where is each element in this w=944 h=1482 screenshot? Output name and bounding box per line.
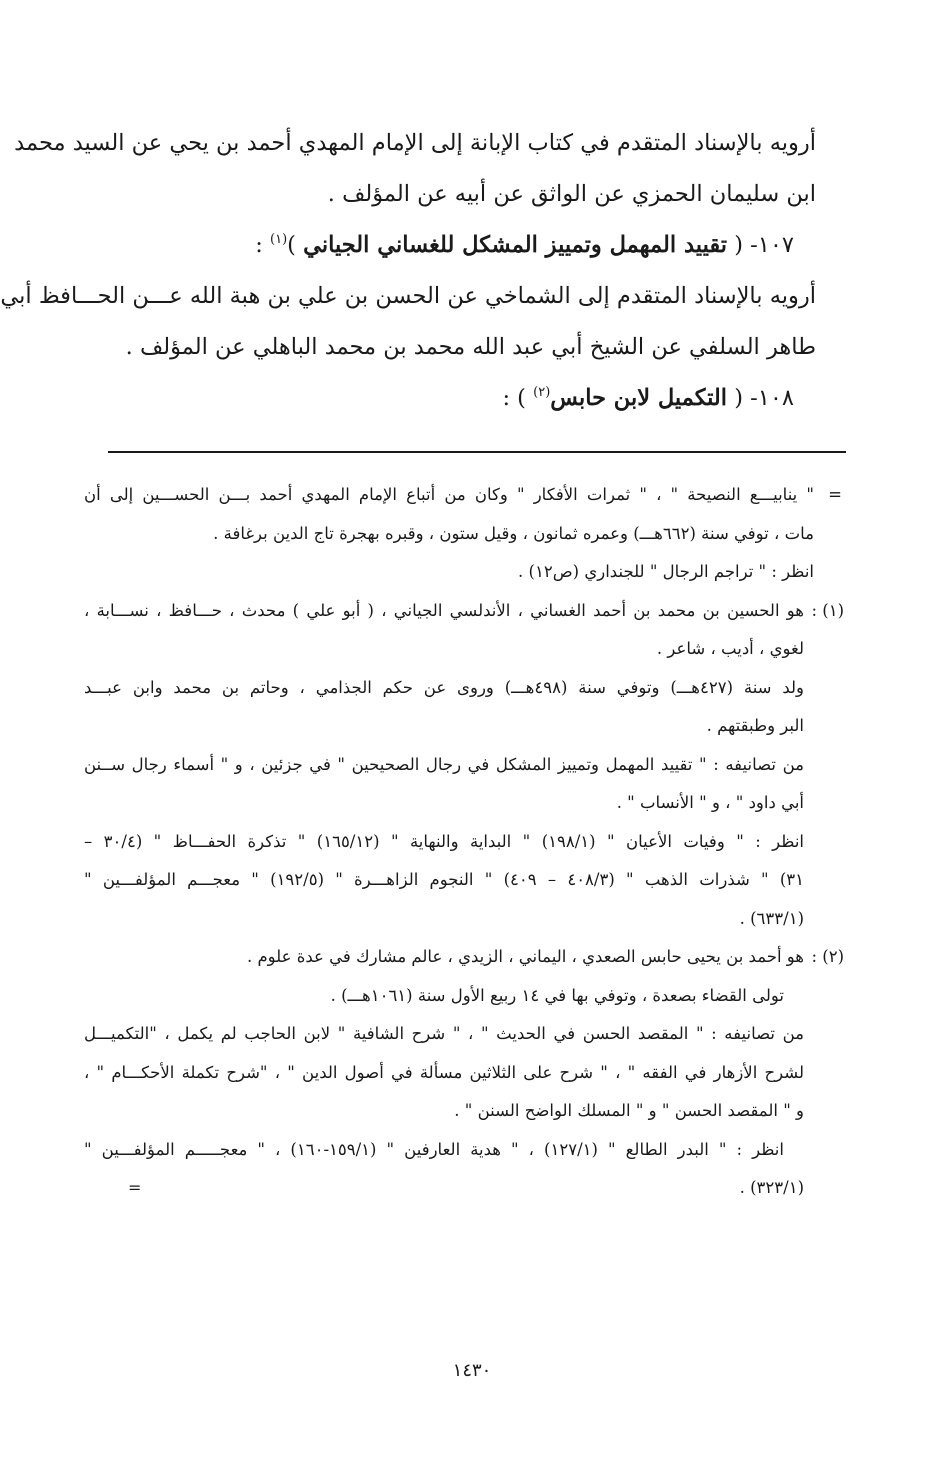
- footnote-ref-2: (٢): [533, 385, 551, 400]
- footnote-2-line-2: تولى القضاء بصعدة ، وتوفي بها في ١٤ ربيع الأول سنة (١٠٦١هـــ) .: [330, 985, 784, 1005]
- footnote-1-line-8: ٣١) " شذرات الذهب " (٤٠٨/٣ – ٤٠٩) " النجوم الزاهـــرة " (١٩٢/٥) " معجـــم المؤلفـــين ": [84, 870, 805, 889]
- main-line-1: أرويه بالإسناد المتقدم في كتاب الإبانة إلى الإمام المهدي أحمد بن يحي عن السيد محمد: [14, 130, 816, 156]
- footnote-1-marker: (١) :: [811, 600, 844, 620]
- footnote-continued-line-2: مات ، توفي سنة (٦٦٢هـــ) وعمره ثمانون ، وقيل ستون ، وقبره بهجرة تاج الدين برغافة .: [213, 523, 814, 543]
- footnote-separator: [108, 451, 846, 453]
- footnote-2-line-3: من تصانيفه : " المقصد الحسن في الحديث " ، " شرح الشافية " لابن الحاجب لم يكمل ، "التكميـــل: [84, 1024, 804, 1043]
- footnote-1-line-6: أبي داود " ، و " الأنساب " .: [616, 793, 804, 812]
- footnote-ref-1: (١): [270, 232, 288, 247]
- footnote-2-line-7: (٣٢٣/١) . =: [84, 1169, 804, 1208]
- footnote-2-marker: (٢) :: [811, 947, 844, 966]
- footnote-1-line-7: انظر : " وفيات الأعيان " (١٩٨/١) " البداية والنهاية " (١٦٥/١٢) " تذكرة الحفـــاظ " (٣٠/٤ –: [84, 831, 804, 851]
- footnote-continued-line-1: = " ينابيـــع النصيحة " ، " ثمرات الأفكار " وكان من أتباع الإمام المهدي أحمد بـــن الحســـين إلى أن: [84, 476, 814, 515]
- entry-107-number: ١٠٧- (: [734, 232, 794, 258]
- main-text: [0, 118, 816, 424]
- footnote-2-line-1: (٢) : هو أحمد بن يحيى حابس الصعدي ، اليماني ، الزيدي ، عالم مشارك في عدة علوم .: [84, 938, 804, 977]
- footnote-continued-line-3: انظر : " تراجم الرجال " للجنداري (ص١٢) .: [518, 562, 814, 581]
- entry-108-close: ) :: [502, 385, 526, 411]
- entry-107-heading: [84, 220, 816, 271]
- page-number: ١٤٣٠: [452, 1360, 492, 1381]
- main-line-5: طاهر السلفي عن الشيخ أبي عبد الله محمد بن محمد الباهلي عن المؤلف .: [125, 334, 816, 360]
- footnote-2-line-4: لشرح الأزهار في الفقه " ، " شرح على الثلاثين مسألة في أصول الدين " ، "شرح تكملة الأحكـــام " ،: [84, 1062, 804, 1082]
- entry-107-title: تقييد المهمل وتمييز المشكل للغساني الجياني: [303, 232, 728, 258]
- footnote-2-line-5: و " المقصد الحسن " و " المسلك الواضح السنن " .: [454, 1101, 804, 1120]
- main-line-4: أرويه بالإسناد المتقدم إلى الشماخي عن الحسن بن علي بن هبة الله عـــن الحـــافظ أبي: [0, 283, 816, 309]
- footnote-1-line-9: (٦٣٣/١) .: [739, 908, 804, 928]
- continuation-end-marker: =: [128, 1178, 142, 1197]
- entry-108-number: ١٠٨- (: [734, 385, 794, 411]
- entry-108-heading: [84, 373, 816, 424]
- footnote-1-line-4: البر وطبقتهم .: [706, 716, 804, 735]
- entry-108-title: التكميل لابن حابس: [550, 385, 728, 411]
- footnote-1-line-3: ولد سنة (٤٢٧هـــ) وتوفي سنة (٤٩٨هـــ) وروى عن حكم الجذامي ، وحاتم بن محمد وابن عبـــد: [84, 677, 805, 697]
- footnote-1-line-2: لغوي ، أديب ، شاعر .: [656, 639, 804, 658]
- footnote-2-line-6: انظر : " البدر الطالع " (١٢٧/١) ، " هدية العارفين " (١٥٩/١-١٦٠) ، " معجـــــم المؤلفـــين ": [84, 1139, 784, 1159]
- continuation-marker: =: [828, 485, 842, 504]
- entry-107-close: ): [287, 232, 296, 258]
- main-line-2: ابن سليمان الحمزي عن الواثق عن أبيه عن المؤلف .: [327, 181, 816, 207]
- footnotes: [84, 476, 844, 1208]
- footnote-1-line-5: من تصانيفه : " تقييد المهمل وتمييز المشكل في رجال الصحيحين " في جزئين ، و " أسماء رجال ســنن: [84, 754, 804, 774]
- footnote-1-line-1: (١) : هو الحسين بن محمد بن أحمد الغساني ، الأندلسي الجياني ، ( أبو علي ) محدث ، حـــافظ ، نســـابة ،: [84, 592, 804, 631]
- entry-107-colon: :: [255, 232, 271, 258]
